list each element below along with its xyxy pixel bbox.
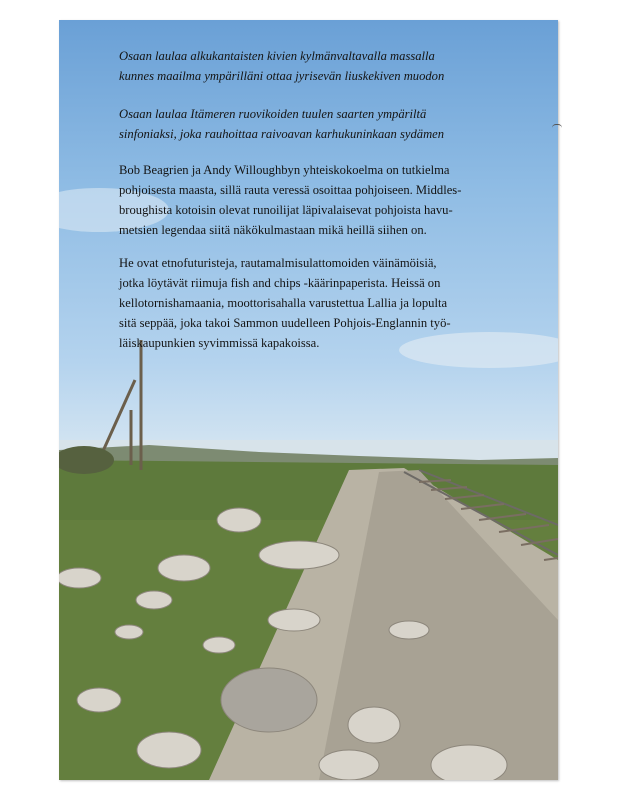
poem-stanza-1 xyxy=(119,46,539,86)
paragraph-line: sitä seppää, joka takoi Sammon uudelleen Pohjois-Englannin työ- xyxy=(119,316,451,330)
poem-line: sinfoniaksi, joka rauhoittaa raivoavan karhukuninkaan sydämen xyxy=(119,127,445,141)
paragraph-line: Bob Beagrien ja Andy Willoughbyn yhteiskokoelma on tutkielma xyxy=(119,163,450,177)
paragraph-line: jotka löytävät riimuja fish and chips -käärinpaperista. Heissä on xyxy=(119,276,441,290)
book-back-cover xyxy=(59,20,558,780)
poem-line: Osaan laulaa Itämeren ruovikoiden tuulen saarten ympäriltä xyxy=(119,107,427,121)
description-paragraph-2 xyxy=(119,253,539,353)
paragraph-line: läiskaupunkien syvimmissä kapakoissa. xyxy=(119,336,320,350)
poem-stanza-2 xyxy=(119,104,539,144)
poem-line: kunnes maailma ympärilläni ottaa jyrisevän liuskekiven muodon xyxy=(119,69,445,83)
paragraph-line: He ovat etnofuturisteja, rautamalmisulattomoiden väinämöisiä, xyxy=(119,256,437,270)
description-paragraph-1 xyxy=(119,160,539,240)
paragraph-line: metsien legendaa siitä näkökulmastaan mikä heillä siihen on. xyxy=(119,223,427,237)
paragraph-line: pohjoisesta maasta, sillä rauta veressä osoittaa pohjoiseen. Middles- xyxy=(119,183,462,197)
spine-edge-mark xyxy=(552,124,562,129)
poem-line: Osaan laulaa alkukantaisten kivien kylmänvaltavalla massalla xyxy=(119,49,435,63)
paragraph-line: kellotornishamaania, moottorisahalla varustettua Lallia ja lopulta xyxy=(119,296,448,310)
paragraph-line: broughista kotoisin olevat runoilijat läpivalaisevat pohjoista havu- xyxy=(119,203,453,217)
